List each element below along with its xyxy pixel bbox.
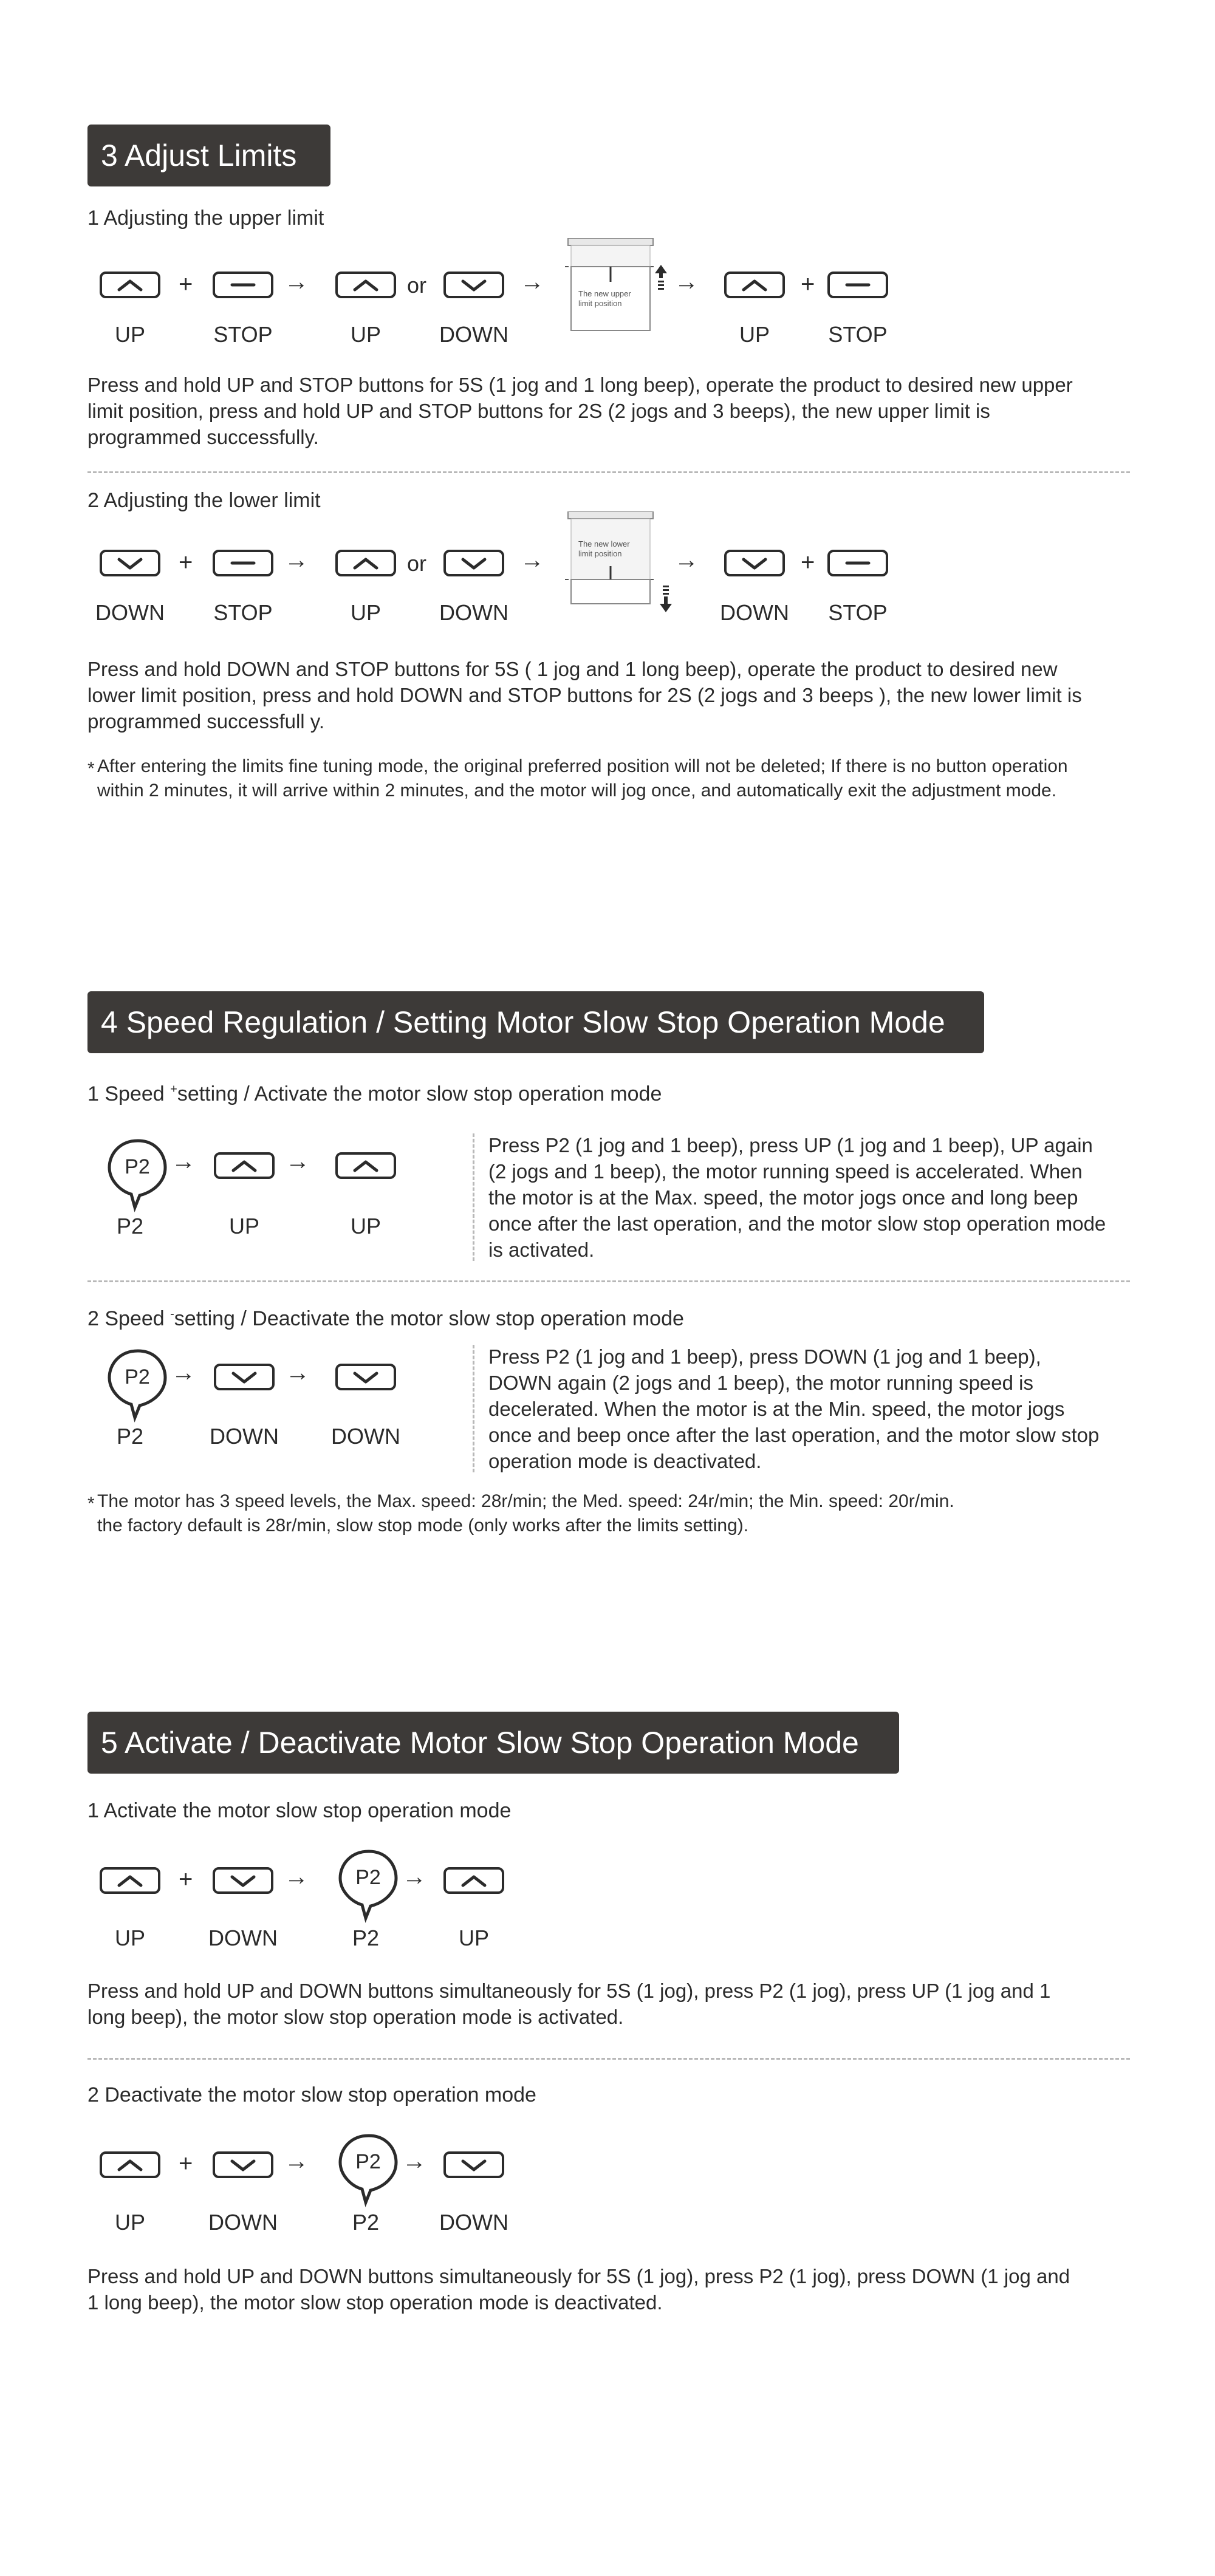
arrow-right-icon: → [520, 268, 544, 295]
arrow-right-icon: → [284, 268, 309, 295]
arrow-right-icon: → [284, 547, 309, 573]
curtain-lower-text-1: The new lower [578, 539, 630, 548]
step-label: STOP [213, 322, 273, 347]
p2-remote-icon [104, 1136, 171, 1215]
down-button-icon [724, 550, 785, 576]
speed-note-line-1: The motor has 3 speed levels, the Max. speed: 28r/min; the Med. speed: 24r/min; the Min. speed: 20r/min. [97, 1491, 954, 1511]
down-button-icon [213, 2151, 273, 2178]
activate-instructions: Press and hold UP and DOWN buttons simultaneously for 5S (1 jog), press P2 (1 jog), press UP (1 jog and 1 long beep), the motor slow stop operation mode is activated. [87, 1980, 1051, 2028]
step-label: UP [114, 1925, 145, 1950]
down-button-icon [214, 1364, 275, 1390]
step-label: P2 [116, 1214, 144, 1238]
upper-limit-instructions: Press and hold UP and STOP buttons for 5S (1 jog and 1 long beep), operate the product to desired new upper limit position, press and hold UP and STOP buttons for 2S (2 jogs and 3 beeps), the new upper limit is programmed successfully. [87, 374, 1073, 448]
step-label: UP [228, 1214, 259, 1238]
lower-limit-curtain-icon [565, 511, 656, 609]
lower-limit-instructions: Press and hold DOWN and STOP buttons for 5S ( 1 jog and 1 long beep), operate the product to desired new lower limit position, press and hold DOWN and STOP buttons for 2S (2 jogs and 3 beeps ), the new lower limit is programmed successfull y. [87, 658, 1082, 733]
deactivate-instructions: Press and hold UP and DOWN buttons simultaneously for 5S (1 jog), press P2 (1 jog), press DOWN (1 jog and 1 long beep), the motor slow stop operation mode is deactivated. [87, 2265, 1070, 2314]
down-button-icon [443, 272, 504, 298]
stop-button-icon [827, 272, 888, 298]
p2-text: P2 [125, 1365, 150, 1389]
speed-note-line-2: the factory default is 28r/min, slow stop mode (only works after the limits setting). [97, 1515, 749, 1536]
stop-button-icon [213, 550, 273, 576]
speed-up-subtitle-b: setting / Activate the motor slow stop operation mode [177, 1082, 662, 1105]
arrow-right-icon: → [171, 1359, 196, 1386]
speed-down-subtitle [87, 1307, 684, 1331]
speed-down-subtitle-a: 2 Speed [87, 1307, 171, 1330]
step-label: UP [350, 322, 381, 347]
step-label: UP [114, 322, 145, 347]
vertical-divider [473, 1345, 474, 1472]
speed-down-subtitle-b: setting / Deactivate the motor slow stop operation mode [174, 1307, 684, 1330]
down-button-icon [443, 550, 504, 576]
up-button-icon [724, 272, 785, 298]
plus-sign: + [179, 2150, 193, 2177]
plus-sign: + [801, 549, 815, 576]
step-label: STOP [828, 322, 888, 347]
p2-remote-icon [104, 1346, 171, 1425]
arrow-right-icon: → [171, 1148, 196, 1175]
speed-up-subtitle [87, 1082, 662, 1106]
step-label: DOWN [210, 1424, 279, 1449]
p2-text: P2 [355, 2150, 381, 2173]
step-label: DOWN [439, 322, 508, 347]
down-button-icon [443, 2151, 504, 2178]
note-star: * [87, 759, 95, 779]
curtain-lower-text-2: limit position [578, 549, 622, 558]
step-label: STOP [213, 600, 273, 625]
arrow-right-icon: → [674, 268, 699, 295]
arrow-down-icon [659, 586, 673, 617]
speed-down-instructions: Press P2 (1 jog and 1 beep), press DOWN (1 jog and 1 beep), DOWN again (2 jogs and 1 beep), the motor running speed is decelerated. When the motor is at the Min. speed, the motor jogs once and beep once after the last operation, and the motor slow stop operation mode is deactivated. [488, 1345, 1100, 1472]
upper-limit-curtain-icon [565, 238, 656, 335]
step-label: DOWN [720, 600, 789, 625]
step-label: P2 [352, 1925, 380, 1950]
section-4-title: 4 Speed Regulation / Setting Motor Slow Stop Operation Mode [87, 991, 984, 1053]
step-label: P2 [116, 1424, 144, 1449]
section-5-title: 5 Activate / Deactivate Motor Slow Stop Operation Mode [87, 1712, 899, 1774]
step-label: UP [114, 2210, 145, 2235]
section-3-title: 3 Adjust Limits [87, 125, 330, 186]
divider [87, 1280, 1130, 1282]
arrow-right-icon: → [520, 547, 544, 573]
p2-text: P2 [355, 1866, 381, 1889]
note-star: * [87, 1494, 95, 1514]
step-label: DOWN [331, 1424, 400, 1449]
arrow-up-icon [654, 265, 668, 296]
up-button-icon [335, 550, 396, 576]
stop-button-icon [213, 272, 273, 298]
arrow-right-icon: → [674, 547, 699, 573]
up-button-icon [100, 1867, 160, 1894]
curtain-upper-text-1: The new upper [578, 289, 631, 298]
step-label: STOP [828, 600, 888, 625]
up-button-icon [335, 272, 396, 298]
plus-sign: + [179, 549, 193, 576]
step-label: P2 [352, 2210, 380, 2235]
p2-remote-icon [335, 2131, 402, 2210]
up-button-icon [100, 272, 160, 298]
step-label: DOWN [439, 600, 508, 625]
divider [87, 2058, 1130, 2060]
or-text: or [407, 273, 427, 298]
step-label: DOWN [95, 600, 165, 625]
step-label: DOWN [439, 2210, 508, 2235]
arrow-right-icon: → [284, 2148, 309, 2175]
vertical-divider [473, 1133, 474, 1261]
or-text: or [407, 551, 427, 576]
stop-button-icon [827, 550, 888, 576]
arrow-right-icon: → [402, 2148, 426, 2175]
step-label: DOWN [208, 1925, 278, 1950]
plus-sign: + [801, 271, 815, 298]
up-button-icon [100, 2151, 160, 2178]
minus-superscript: - [170, 1307, 174, 1321]
arrow-right-icon: → [286, 1359, 310, 1386]
arrow-right-icon: → [284, 1864, 309, 1890]
up-button-icon [335, 1152, 396, 1179]
lower-limit-subtitle: 2 Adjusting the lower limit [87, 489, 321, 512]
plus-sign: + [179, 271, 193, 298]
arrow-right-icon: → [286, 1148, 310, 1175]
up-button-icon [214, 1152, 275, 1179]
down-button-icon [100, 550, 160, 576]
plus-sign: + [179, 1866, 193, 1893]
down-button-icon [213, 1867, 273, 1894]
activate-subtitle: 1 Activate the motor slow stop operation mode [87, 1799, 512, 1822]
step-label: UP [350, 600, 381, 625]
speed-up-subtitle-a: 1 Speed [87, 1082, 171, 1105]
step-label: UP [458, 1925, 489, 1950]
upper-limit-subtitle: 1 Adjusting the upper limit [87, 207, 324, 230]
step-label: UP [350, 1214, 381, 1238]
limits-note: After entering the limits fine tuning mode, the original preferred position will not be deleted; If there is no button operation within 2 minutes, it will arrive within 2 minutes, and the motor will jog once, and automatically exit the adjustment mode. [97, 756, 1068, 801]
p2-text: P2 [125, 1155, 150, 1178]
down-button-icon [335, 1364, 396, 1390]
divider [87, 471, 1130, 473]
deactivate-subtitle: 2 Deactivate the motor slow stop operation mode [87, 2083, 536, 2106]
curtain-upper-text-2: limit position [578, 299, 622, 308]
plus-superscript: + [170, 1082, 177, 1096]
arrow-right-icon: → [402, 1864, 426, 1890]
up-button-icon [443, 1867, 504, 1894]
step-label: DOWN [208, 2210, 278, 2235]
speed-up-instructions: Press P2 (1 jog and 1 beep), press UP (1 jog and 1 beep), UP again (2 jogs and 1 beep), the motor running speed is accelerated. When the motor is at the Max. speed, the motor jogs once and long beep once after the last operation, and the motor slow stop operation mode is activated. [488, 1134, 1106, 1261]
step-label: UP [739, 322, 770, 347]
p2-remote-icon [335, 1847, 402, 1925]
